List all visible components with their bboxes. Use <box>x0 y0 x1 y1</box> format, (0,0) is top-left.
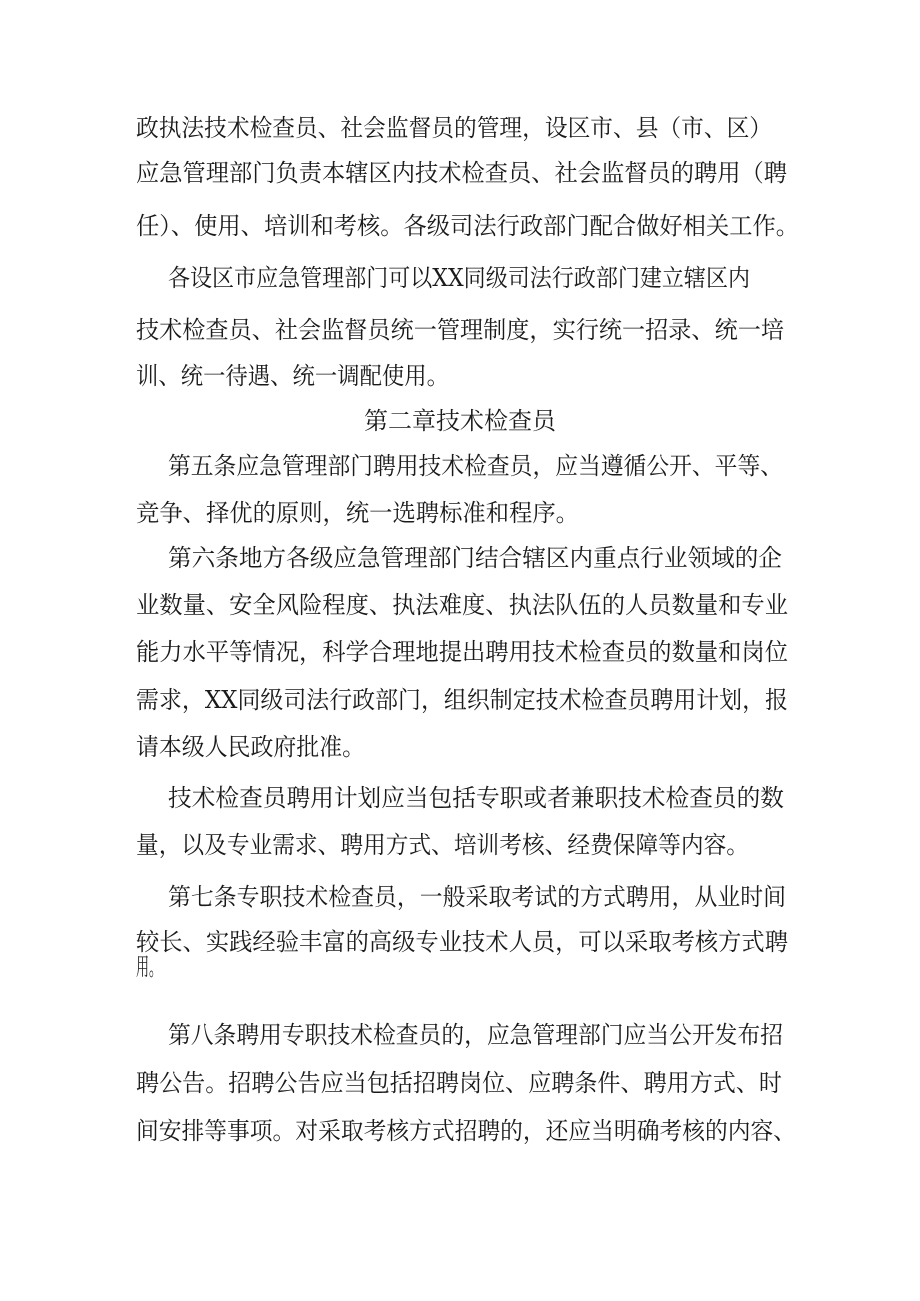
text-line <box>0 493 920 533</box>
text-line-content: 第七条专职技术检查员，一般采取考试的方式聘用，从业时间 <box>168 883 786 911</box>
text-line-content: 间安排等事项。对采取考核方式招聘的，还应当明确考核的内容、 <box>136 1117 796 1145</box>
text-line-content: 任）、使用、培训和考核。各级司法行政部门配合做好相关工作。 <box>136 212 799 240</box>
text-line <box>0 1063 920 1103</box>
text-line-content: 聘公告。招聘公告应当包括招聘岗位、应聘条件、聘用方式、时 <box>136 1069 782 1097</box>
text-line-content: 训、统一待遇、统一调配使用。 <box>136 362 449 390</box>
text-line-content: 政执法技术检查员、社会监督员的管理，设区市、县（市、区） <box>136 114 772 142</box>
text-line <box>0 825 920 865</box>
text-line-content: 能力水平等情况，科学合理地提出聘用技术检查员的数量和岗位 <box>136 638 788 666</box>
text-line <box>0 778 920 818</box>
text-line-content: 请本级人民政府批准。 <box>136 733 365 761</box>
text-line-content: 技术检查员、社会监督员统一管理制度，实行统一招录、统一培 <box>136 316 784 344</box>
text-line-content: 技术检查员聘用计划应当包括专职或者兼职技术检查员的数 <box>168 784 784 812</box>
text-line <box>0 585 920 625</box>
text-line <box>0 632 920 672</box>
text-line <box>0 1111 920 1151</box>
text-line-content: 各设区市应急管理部门可以XX同级司法行政部门建立辖区内 <box>168 264 750 292</box>
text-line <box>0 310 920 350</box>
text-line-content: 竞争、择优的原则，统一选聘标准和程序。 <box>136 499 579 527</box>
text-line-content: 用。 <box>136 953 162 981</box>
text-line-content: 需求，XX同级司法行政部门，组织制定技术检查员聘用计划，报 <box>136 686 788 714</box>
text-line-content: 第八条聘用专职技术检查员的，应急管理部门应当公开发布招 <box>168 1021 783 1049</box>
text-line-content: 应急管理部门负责本辖区内技术检查员、社会监督员的聘用（聘 <box>136 159 787 187</box>
text-line <box>0 877 920 917</box>
chapter-heading-text: 第二章技术检查员 <box>364 407 556 435</box>
text-line-content: 业数量、安全风险程度、执法难度、执法队伍的人员数量和专业 <box>136 591 788 619</box>
text-line <box>0 258 920 298</box>
chapter-heading <box>0 401 920 441</box>
text-line <box>0 538 920 578</box>
text-line-content: 第六条地方各级应急管理部门结合辖区内重点行业领域的企 <box>168 544 782 572</box>
text-line <box>0 1015 920 1055</box>
text-line <box>0 947 920 987</box>
text-line <box>0 206 920 246</box>
text-line <box>0 727 920 767</box>
text-line <box>0 356 920 396</box>
text-line <box>0 446 920 486</box>
text-line <box>0 680 920 720</box>
text-line <box>0 153 920 193</box>
text-line-content: 第五条应急管理部门聘用技术检查员，应当遵循公开、平等、 <box>168 452 783 480</box>
text-line-content: 较长、实践经验丰富的高级专业技术人员，可以采取考核方式聘 <box>136 928 788 956</box>
text-line-content: 量，以及专业需求、聘用方式、培训考核、经费保障等内容。 <box>136 831 749 859</box>
text-line <box>0 108 920 148</box>
